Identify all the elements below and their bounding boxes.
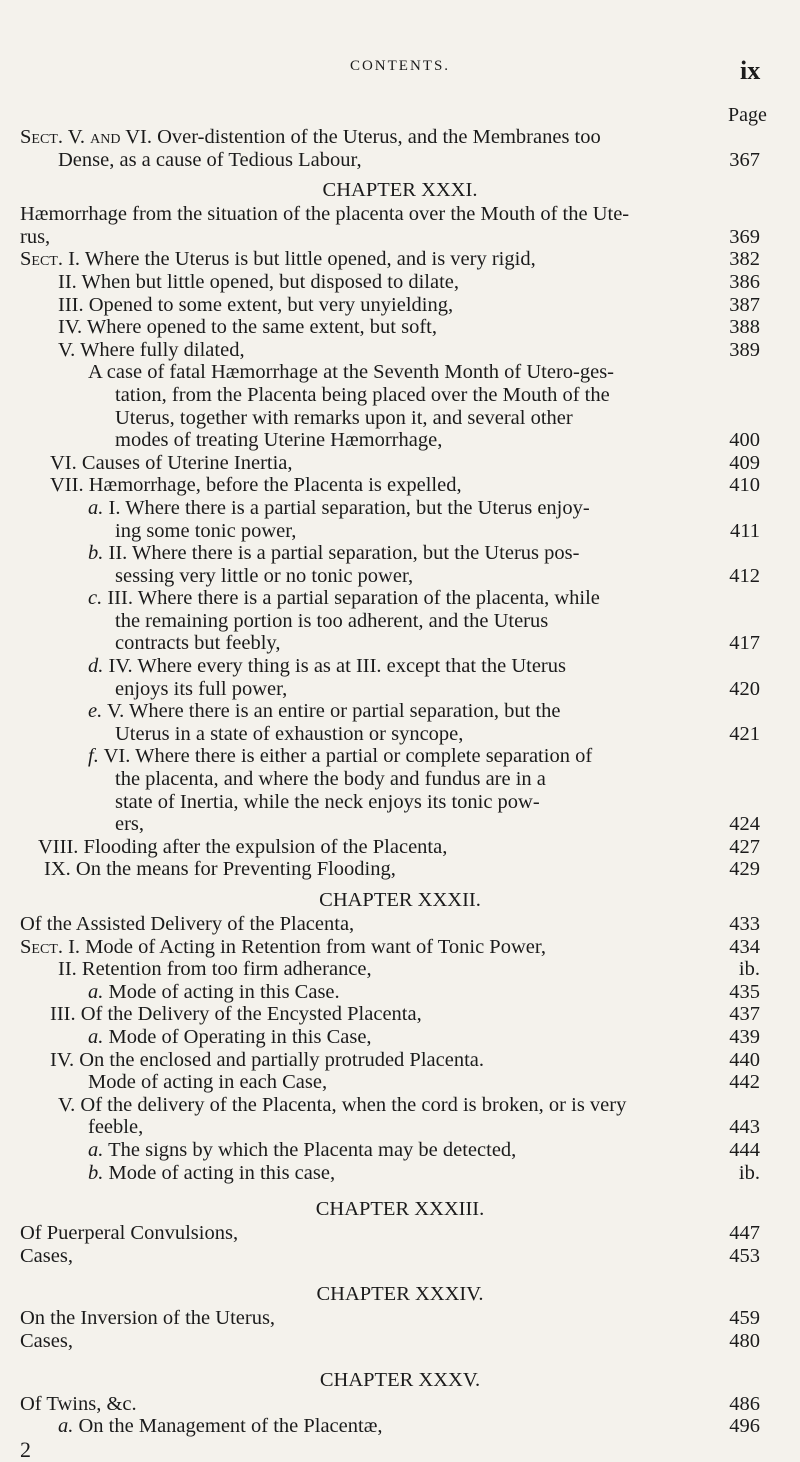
page-number: 443 <box>729 1116 760 1139</box>
entry-text: On the Management of the Placentæ, <box>78 1415 383 1438</box>
entry-text: Mode of Operating in this Case, <box>108 1025 372 1048</box>
page-number: 437 <box>729 1003 760 1026</box>
toc-entry <box>0 791 800 814</box>
page-number: 496 <box>729 1415 760 1438</box>
section-label: Sect. I. <box>20 248 81 271</box>
entry-text: enjoys its full power, <box>115 677 288 700</box>
page-number: ib. <box>738 958 760 981</box>
toc-entry <box>0 226 800 249</box>
page-number: 439 <box>729 1025 760 1048</box>
page-number: 459 <box>729 1307 760 1330</box>
entry-text: feeble, <box>88 1116 144 1139</box>
page-number: 409 <box>729 451 760 474</box>
entry-text: VI. Where there is either a partial or complete separation of <box>103 745 593 768</box>
entry-text: Mode of acting in this Case. <box>108 980 340 1003</box>
toc-entry <box>0 1162 800 1185</box>
page-number: 453 <box>729 1244 760 1267</box>
toc-entry <box>0 913 800 936</box>
page-number: 421 <box>729 722 760 745</box>
entry-text: The signs by which the Placenta may be detected, <box>108 1138 517 1161</box>
toc-body <box>0 126 800 1462</box>
section-label: VI. <box>50 451 77 474</box>
entry-text: Hæmorrhage, before the Placenta is expelled, <box>88 474 462 497</box>
entry-text: Of Twins, &c. <box>20 1392 137 1415</box>
section-label: II. <box>58 958 77 981</box>
page-number: 400 <box>729 429 760 452</box>
chapter-heading: CHAPTER XXXIII. <box>315 1198 485 1221</box>
entry-text: Of Puerperal Convulsions, <box>20 1222 239 1245</box>
entry-text: Uterus, together with remarks upon it, and several other <box>115 406 573 429</box>
signature-mark-row <box>0 1438 800 1462</box>
entry-text: On the means for Preventing Flooding, <box>75 858 396 881</box>
toc-entry <box>0 745 800 768</box>
toc-entry <box>0 1026 800 1049</box>
chapter-heading: CHAPTER XXXV. <box>319 1368 481 1391</box>
toc-entry <box>0 1049 800 1072</box>
entry-text: Opened to some extent, but very unyielding, <box>88 293 454 316</box>
section-label: Sect. V. and VI. <box>20 126 152 148</box>
entry-text: Cases, <box>20 1244 73 1267</box>
entry-text: Cases, <box>20 1329 73 1352</box>
section-label: II. <box>58 270 77 293</box>
toc-entry <box>0 858 800 881</box>
page-number: 427 <box>729 835 760 858</box>
page-number: 389 <box>729 338 760 361</box>
toc-entry <box>0 474 800 497</box>
toc-entry <box>0 565 800 588</box>
page-number: 435 <box>729 980 760 1003</box>
page-number: 382 <box>729 248 760 271</box>
entry-text: II. Where there is a partial separation, but the Uterus pos- <box>108 542 580 565</box>
page-number: 440 <box>729 1048 760 1071</box>
entry-text: When but little opened, but disposed to dilate, <box>81 270 460 293</box>
chapter-heading: CHAPTER XXXII. <box>319 889 481 911</box>
letter-label: a. <box>88 496 104 519</box>
toc-entry <box>0 768 800 791</box>
toc-entry <box>0 361 800 384</box>
entry-text: On the enclosed and partially protruded Placenta. <box>79 1048 484 1071</box>
section-label: III. <box>58 293 84 316</box>
page-number: 447 <box>729 1222 760 1245</box>
page-number: 486 <box>729 1392 760 1415</box>
toc-entry <box>0 936 800 959</box>
entry-text: Of the delivery of the Placenta, when the cord is broken, or is very <box>80 1093 627 1116</box>
folio-number: ix <box>740 56 761 85</box>
toc-entry <box>0 339 800 362</box>
entry-text: Dense, as a cause of Tedious Labour, <box>58 148 362 171</box>
toc-entry <box>0 1003 800 1026</box>
letter-label: a. <box>88 980 104 1003</box>
letter-label: c. <box>88 587 103 610</box>
entry-text: the placenta, and where the body and fundus are in a <box>115 768 546 791</box>
toc-entry <box>0 497 800 520</box>
toc-entry <box>0 1393 800 1416</box>
entry-text: Mode of acting in each Case, <box>88 1071 328 1094</box>
page-number: 387 <box>729 293 760 316</box>
page-number: 410 <box>729 474 760 497</box>
letter-label: b. <box>88 542 104 565</box>
page-number: 429 <box>729 858 760 881</box>
entry-text: the remaining portion is too adherent, and the Uterus <box>115 609 549 632</box>
page-number: 388 <box>729 316 760 339</box>
toc-entry <box>0 655 800 678</box>
entry-text: modes of treating Uterine Hæmorrhage, <box>115 429 443 452</box>
section-label: IX. <box>44 858 71 881</box>
entry-text: Flooding after the expulsion of the Placenta, <box>83 835 448 858</box>
toc-entry <box>0 813 800 836</box>
toc-entry <box>0 1330 800 1353</box>
letter-label: d. <box>88 655 104 678</box>
toc-entry <box>0 248 800 271</box>
section-label: V. <box>58 1093 76 1116</box>
section-label: VII. <box>50 474 84 497</box>
toc-entry <box>0 1222 800 1245</box>
toc-entry <box>0 678 800 701</box>
section-label: VIII. <box>38 835 79 858</box>
signature-mark: 2 <box>20 1436 31 1462</box>
entry-text: I. Where there is a partial separation, but the Uterus enjoy- <box>108 496 590 519</box>
letter-label: a. <box>88 1025 104 1048</box>
toc-entry <box>0 700 800 723</box>
toc-entry <box>0 384 800 407</box>
page-number: 417 <box>729 632 760 655</box>
letter-label: a. <box>58 1415 74 1438</box>
toc-entry <box>0 316 800 339</box>
entry-text: Where fully dilated, <box>80 338 245 361</box>
toc-entry <box>0 958 800 981</box>
entry-text: rus, <box>20 225 51 248</box>
section-label: IV. <box>58 316 83 339</box>
toc-entry <box>0 1415 800 1438</box>
section-label: III. <box>50 1003 76 1026</box>
page-number: 420 <box>729 677 760 700</box>
entry-text: ing some tonic power, <box>115 519 297 542</box>
page-number: 442 <box>729 1071 760 1094</box>
entry-text: sessing very little or no tonic power, <box>115 564 414 587</box>
toc-entry <box>0 542 800 565</box>
page-number: 412 <box>729 564 760 587</box>
page-number: 434 <box>729 935 760 958</box>
toc-entry <box>0 723 800 746</box>
page-number: 367 <box>729 148 760 171</box>
entry-text: Hæmorrhage from the situation of the placenta over the Mouth of the Ute- <box>20 203 630 226</box>
toc-entry <box>0 1139 800 1162</box>
letter-label: f. <box>88 745 99 768</box>
page-number: 424 <box>729 813 760 836</box>
entry-text: Mode of acting in this case, <box>108 1161 336 1184</box>
section-label: Sect. I. <box>20 935 81 958</box>
page-number: 369 <box>729 225 760 248</box>
toc-entry <box>0 407 800 430</box>
chapter-heading: CHAPTER XXXI. <box>322 179 478 202</box>
page-number: 411 <box>730 519 760 542</box>
page-number: 433 <box>729 913 760 935</box>
toc-entry <box>0 1071 800 1094</box>
toc-entry <box>0 203 800 226</box>
chapter-heading: CHAPTER XXXIV. <box>316 1283 484 1306</box>
entry-text: Of the Assisted Delivery of the Placenta, <box>20 913 355 935</box>
toc-entry <box>0 610 800 633</box>
toc-entry <box>0 1245 800 1268</box>
page-column-label: Page <box>728 104 767 126</box>
toc-entry <box>0 1094 800 1117</box>
entry-text: A case of fatal Hæmorrhage at the Seventh Month of Utero-ges- <box>88 361 615 384</box>
page-number: 480 <box>729 1329 760 1352</box>
entry-text: Retention from too firm adherance, <box>81 958 372 981</box>
toc-entry <box>0 836 800 859</box>
entry-text: contracts but feebly, <box>115 632 281 655</box>
entry-text: Uterus in a state of exhaustion or syncope, <box>115 722 464 745</box>
page-number: 444 <box>729 1138 760 1161</box>
entry-text: Over-distention of the Uterus, and the Membranes too <box>157 126 601 148</box>
toc-entry <box>0 520 800 543</box>
toc-entry <box>0 429 800 452</box>
toc-entry <box>0 1116 800 1139</box>
running-title: CONTENTS. <box>349 58 451 74</box>
entry-text: IV. Where every thing is as at III. except that the Uterus <box>108 655 566 678</box>
entry-text: ers, <box>115 813 145 836</box>
entry-text: Causes of Uterine Inertia, <box>81 451 293 474</box>
entry-text: III. Where there is a partial separation of the placenta, while <box>107 587 600 610</box>
page-number: ib. <box>738 1161 760 1184</box>
page-number: 386 <box>729 270 760 293</box>
section-label: V. <box>58 338 76 361</box>
toc-entry <box>0 294 800 317</box>
letter-label: a. <box>88 1138 104 1161</box>
toc-entry <box>0 149 800 172</box>
toc-entry <box>0 1307 800 1330</box>
entry-text: tation, from the Placenta being placed over the Mouth of the <box>115 383 610 406</box>
entry-text: V. Where there is an entire or partial separation, but the <box>107 700 561 723</box>
letter-label: e. <box>88 700 103 723</box>
section-label: IV. <box>50 1048 75 1071</box>
entry-text: Mode of Acting in Retention from want of Tonic Power, <box>85 935 546 958</box>
entry-text: Where opened to the same extent, but soft, <box>86 316 437 339</box>
toc-entry <box>0 271 800 294</box>
toc-entry <box>0 587 800 610</box>
entry-text: Where the Uterus is but little opened, and is very rigid, <box>84 248 536 271</box>
entry-text: Of the Delivery of the Encysted Placenta, <box>80 1003 422 1026</box>
toc-entry <box>0 632 800 655</box>
letter-label: b. <box>88 1161 104 1184</box>
toc-entry <box>0 452 800 475</box>
entry-text: state of Inertia, while the neck enjoys its tonic pow- <box>115 790 540 813</box>
toc-entry <box>0 126 800 149</box>
entry-text: On the Inversion of the Uterus, <box>20 1307 276 1330</box>
toc-entry <box>0 981 800 1004</box>
